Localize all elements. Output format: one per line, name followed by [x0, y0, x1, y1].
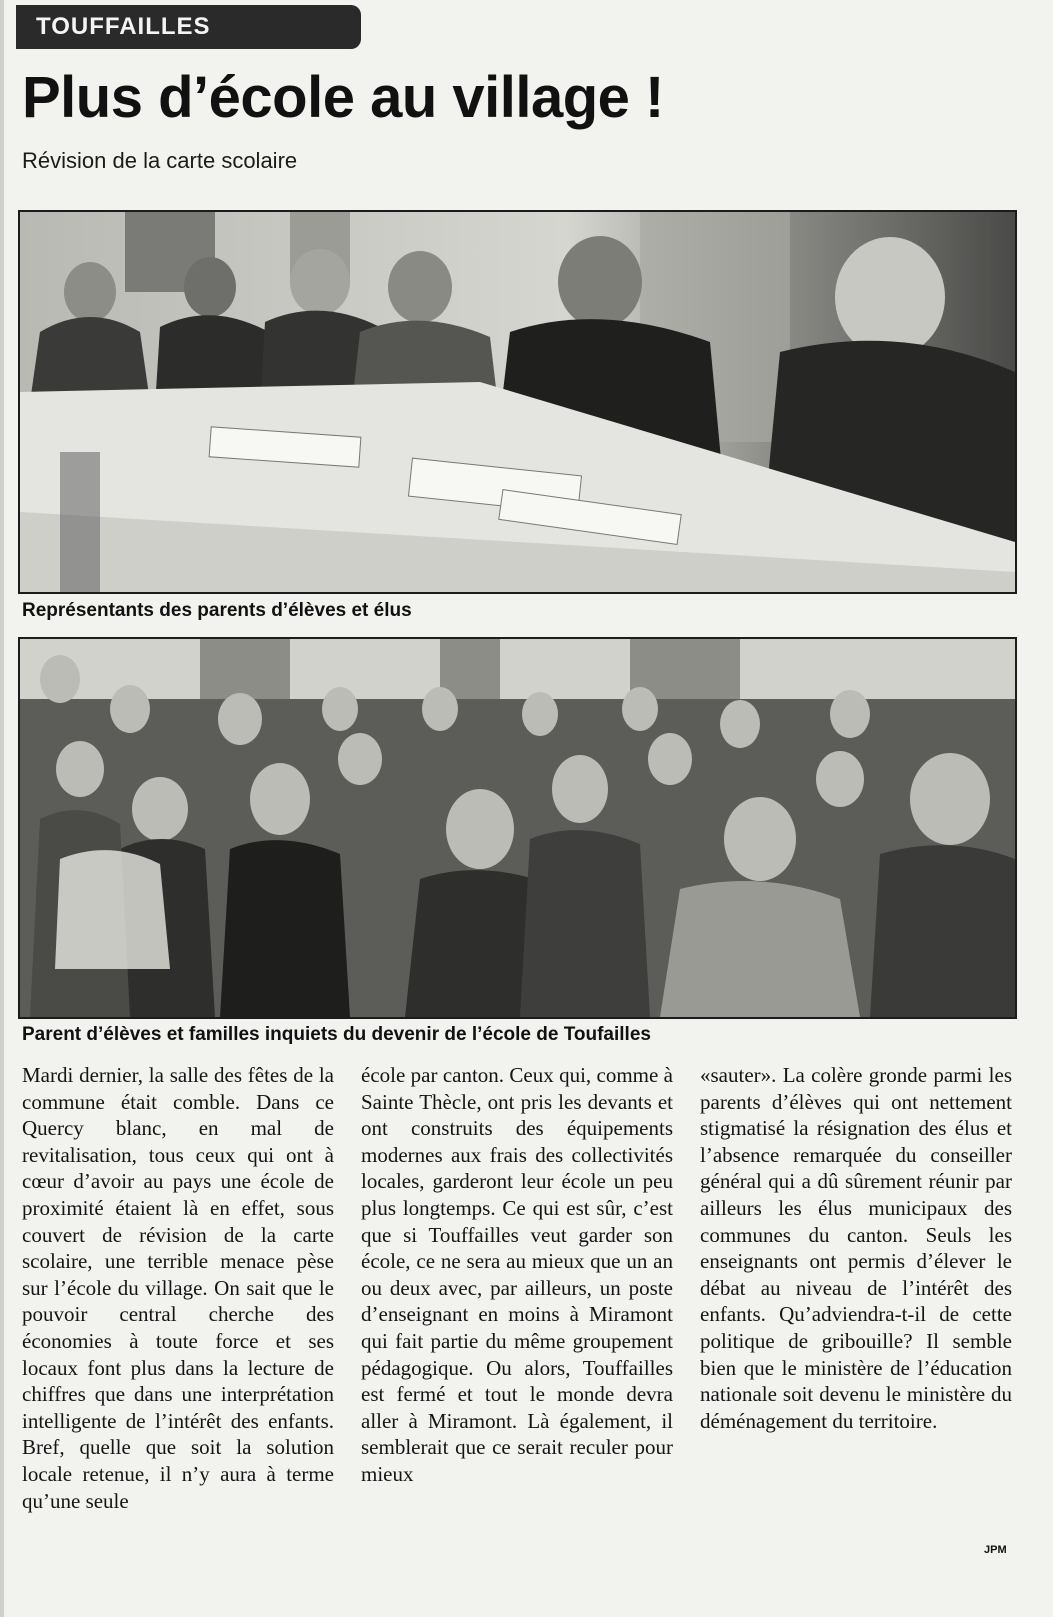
- article-column-3: «sauter». La colère gronde parmi les parents d’élèves qui ont nettement stigmatisé la résignation des élus et l’absence remarquée du conseiller général qui a dû sûrement réunir par ailleurs les élus municipaux des communes du canton. Seuls les enseignants ont permis d’élever le débat au niveau de l’intérêt des enfants. Qu’adviendra-t-il de cette politique de gribouille? Il semble bien que le ministère de l’éducation nationale soit devenu le ministère du déménagement du territoire.: [700, 1063, 1012, 1433]
- photo-caption: Parent d’élèves et familles inquiets du devenir de l’école de Toufailles: [22, 1024, 651, 1045]
- author-signature: JPM: [984, 1544, 1007, 1556]
- photo-panel-table: [18, 210, 1017, 594]
- photo-audience: [18, 637, 1017, 1019]
- article-column-2: école par canton. Ceux qui, comme à Sainte Thècle, ont pris les devants et ont construits des équipements modernes aux frais des collectivités locales, garderont leur école un peu plus longtemps. Ce qui est sûr, c’est que si Touffailles veut garder son école, ce ne sera au mieux que un an ou deux avec, par ailleurs, un poste d’enseignant en moins à Miramont qui fait partie du même groupement pédagogique. Ou alors, Touffailles est fermé et tout le monde devra aller à Miramont. Là également, il semblerait que ce serait reculer pour mieux: [361, 1063, 673, 1486]
- headline: Plus d’école au village !: [22, 65, 664, 130]
- article-column-1: Mardi dernier, la salle des fêtes de la commune était comble. Dans ce Quercy blanc, en mal de revitalisation, tous ceux qui ont à cœur d’avoir au pays une école de proximité étaient là en effet, sous couvert de révision de la carte scolaire, une terrible menace pèse sur l’école du village. On sait que le pouvoir central cherche des économies à toute force et ses locaux font plus dans la lecture de chiffres que dans une interprétation intelligente de l’intérêt des enfants. Bref, quelle que soit la solution locale retenue, il n’y aura à terme qu’une seule: [22, 1063, 334, 1513]
- page-edge: [0, 0, 4, 1617]
- section-label: TOUFFAILLES: [36, 13, 211, 40]
- section-banner: [16, 5, 361, 49]
- photo-panel-illustration: [20, 212, 1015, 592]
- photo-audience-illustration: [20, 639, 1015, 1017]
- photo-caption: Représentants des parents d’élèves et élus: [22, 600, 412, 621]
- subheadline: Révision de la carte scolaire: [22, 148, 298, 173]
